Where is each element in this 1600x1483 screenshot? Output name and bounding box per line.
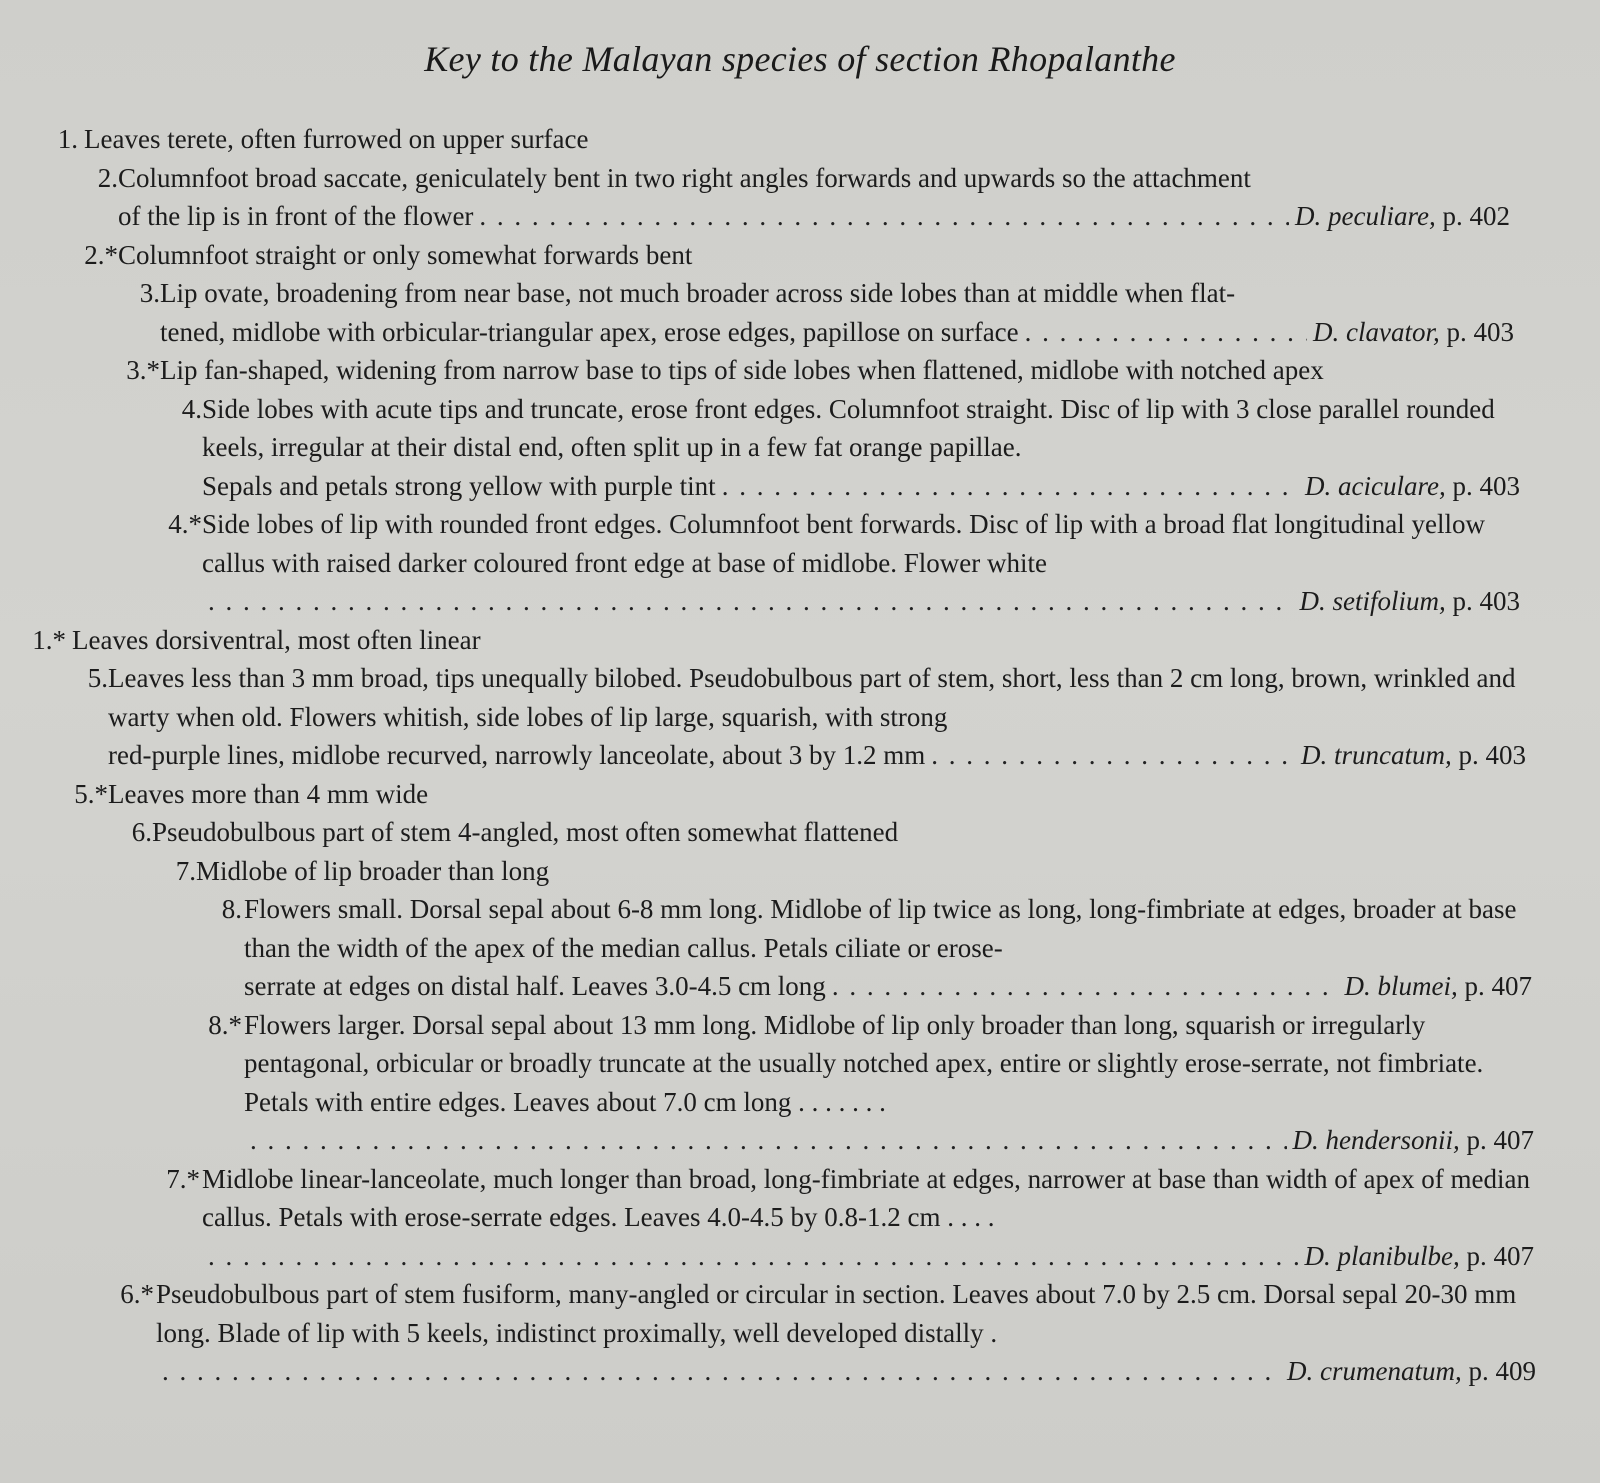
key-entry-6 bbox=[108, 813, 1528, 852]
key-leader-text: of the lip is in front of the flower bbox=[118, 201, 474, 231]
key-text: Columnfoot broad saccate, geniculately bent in two right angles forwards and upwards so the attachment bbox=[118, 162, 1251, 193]
key-leader-text: Sepals and petals strong yellow with purple tint bbox=[202, 470, 716, 501]
key-number: 4.* bbox=[168, 509, 202, 539]
key-entry-8-star bbox=[198, 1006, 1534, 1160]
key-number: 5. bbox=[87, 663, 108, 693]
key-entry-4-star bbox=[158, 505, 1520, 621]
page-reference: p. 407 bbox=[1464, 971, 1532, 1001]
page-reference: p. 403 bbox=[1446, 316, 1514, 347]
key-number: 2.* bbox=[84, 239, 118, 270]
key-leader-line bbox=[108, 736, 1526, 775]
page-reference: p. 403 bbox=[1452, 470, 1520, 501]
key-entry-3-star bbox=[116, 351, 1514, 390]
key-text: Midlobe of lip broader than long bbox=[196, 855, 550, 886]
key-number: 7. bbox=[175, 855, 196, 886]
key-entry-4 bbox=[158, 390, 1520, 506]
key-leader-line bbox=[156, 1352, 1536, 1391]
species-reference bbox=[1313, 313, 1514, 352]
key-text: Leaves dorsiventral, most often linear bbox=[72, 624, 481, 655]
key-entry-2-star bbox=[74, 236, 1510, 275]
key-number: 1. bbox=[57, 124, 78, 154]
key-leader-line bbox=[160, 313, 1514, 352]
key-number: 4. bbox=[181, 393, 202, 424]
key-text: Pseudobulbous part of stem 4-angled, most often somewhat flattened bbox=[152, 817, 899, 847]
key-text: Leaves more than 4 mm wide bbox=[108, 778, 429, 809]
dot-leader bbox=[832, 967, 1339, 1006]
species-name: D. setifolium, bbox=[1299, 586, 1446, 616]
page-reference: p. 402 bbox=[1442, 201, 1510, 231]
key-number: 5.* bbox=[74, 778, 108, 809]
key-entry-5 bbox=[64, 659, 1526, 775]
species-name: D. blumei, bbox=[1344, 971, 1458, 1001]
dot-leader bbox=[1025, 313, 1307, 352]
dot-leader bbox=[931, 736, 1295, 775]
key-number: 6.* bbox=[120, 1279, 154, 1309]
species-name: D. planibulbe, bbox=[1304, 1240, 1460, 1271]
key-text: Flowers small. Dorsal sepal about 6-8 mm long. Midlobe of lip twice as long, long-fimbriate at edges, broader at base than the width of the apex of the median callus. Petals ciliate or erose- bbox=[244, 894, 1517, 963]
key-number: 8.* bbox=[208, 1009, 242, 1040]
key-entry-1 bbox=[34, 120, 1514, 159]
page-reference: p. 409 bbox=[1468, 1356, 1536, 1386]
species-name: D. truncatum, bbox=[1301, 740, 1452, 770]
key-text: Leaves terete, often furrowed on upper surface bbox=[84, 124, 589, 154]
key-leader-text: tened, midlobe with orbicular-triangular apex, erose edges, papillose on surface bbox=[160, 316, 1019, 347]
page-reference: p. 407 bbox=[1466, 1240, 1534, 1271]
species-name: D. aciculare, bbox=[1305, 470, 1446, 501]
dot-leader bbox=[479, 197, 1289, 236]
key-leader-line bbox=[244, 1121, 1534, 1160]
key-leader-line bbox=[118, 197, 1510, 236]
species-name: D. peculiare, bbox=[1295, 201, 1436, 231]
key-text: Side lobes with acute tips and truncate, erose front edges. Columnfoot straight. Disc of lip with 3 close parallel rounded keels, irregular at their distal end, often split up in a few fat orange papillae. bbox=[202, 393, 1495, 462]
species-reference bbox=[1293, 1121, 1534, 1160]
key-entry-5-star bbox=[64, 775, 1526, 814]
key-leader-line bbox=[202, 582, 1520, 621]
key-number: 8. bbox=[221, 894, 242, 924]
species-reference bbox=[1301, 736, 1526, 775]
key-entry-1-star bbox=[22, 621, 1522, 660]
key-number: 3.* bbox=[126, 355, 160, 385]
species-reference bbox=[1287, 1352, 1536, 1391]
key-text: Leaves less than 3 mm broad, tips unequally bilobed. Pseudobulbous part of stem, short, less than 2 cm long, brown, wrinkled and warty when old. Flowers whitish, side lobes of lip large, squarish, with strong bbox=[108, 663, 1516, 732]
key-number: 6. bbox=[131, 817, 152, 847]
key-title: Key to the Malayan species of section Rhopalanthe bbox=[424, 39, 1176, 79]
key-entry-2 bbox=[74, 159, 1510, 236]
key-text: Midlobe linear-lanceolate, much longer than broad, long-fimbriate at edges, narrower at base than width of apex of median callus. Petals with erose-serrate edges. Leaves 4.0-4.5 by 0.8-1.2 cm . . . . bbox=[202, 1163, 1530, 1232]
species-reference bbox=[1300, 582, 1521, 621]
species-key bbox=[0, 118, 1600, 1391]
dot-leader bbox=[208, 1237, 1299, 1276]
key-entry-8 bbox=[198, 890, 1532, 1006]
dot-leader bbox=[722, 467, 1299, 506]
dot-leader bbox=[250, 1121, 1287, 1160]
key-entry-7-star bbox=[156, 1160, 1534, 1276]
key-number: 7.* bbox=[166, 1163, 200, 1194]
page-reference: p. 403 bbox=[1452, 586, 1520, 616]
key-text: Lip fan-shaped, widening from narrow base to tips of side lobes when flattened, midlobe with notched apex bbox=[160, 355, 1324, 385]
key-text: Lip ovate, broadening from near base, not much broader across side lobes than at middle when flat- bbox=[160, 278, 1236, 308]
dot-leader bbox=[208, 582, 1294, 621]
species-reference bbox=[1295, 197, 1510, 236]
page-reference: p. 407 bbox=[1466, 1125, 1534, 1155]
key-number: 3. bbox=[139, 278, 160, 308]
key-leader-text: serrate at edges on distal half. Leaves 3.0-4.5 cm long bbox=[244, 971, 826, 1001]
species-name: D. hendersonii, bbox=[1292, 1125, 1460, 1155]
page-reference: p. 403 bbox=[1458, 740, 1526, 770]
species-reference bbox=[1305, 467, 1520, 506]
key-leader-line bbox=[244, 967, 1532, 1006]
key-text: Flowers larger. Dorsal sepal about 13 mm long. Midlobe of lip only broader than long, squarish or irregularly pentagonal, orbicular or broadly truncate at the usually notched apex, entire or slightly erose-serrate, not fimbriate. Petals with entire edges. Leaves about 7.0 cm long . . . . . . . bbox=[244, 1009, 1484, 1117]
key-text: Pseudobulbous part of stem fusiform, many-angled or circular in section. Leaves about 7.0 by 2.5 cm. Dorsal sepal 20-30 mm long. Blade of lip with 5 keels, indistinct proximally, well developed distally . bbox=[156, 1279, 1517, 1348]
species-name: D. crumenatum, bbox=[1287, 1356, 1462, 1386]
key-text: Side lobes of lip with rounded front edges. Columnfoot bent forwards. Disc of lip with a broad flat longitudinal yellow callus with raised darker coloured front edge at base of midlobe. Flower white bbox=[202, 509, 1486, 578]
key-text: Columnfoot straight or only somewhat forwards bent bbox=[118, 239, 693, 270]
species-reference bbox=[1345, 967, 1532, 1006]
key-leader-line bbox=[202, 467, 1520, 506]
key-leader-line bbox=[202, 1237, 1534, 1276]
key-entry-7 bbox=[152, 852, 1528, 891]
key-number: 2. bbox=[97, 162, 118, 193]
dot-leader bbox=[162, 1352, 1281, 1391]
species-reference bbox=[1305, 1237, 1535, 1276]
species-name: D. clavator, bbox=[1313, 316, 1440, 347]
key-entry-6-star bbox=[110, 1275, 1536, 1391]
key-number: 1.* bbox=[32, 624, 66, 655]
key-entry-3 bbox=[116, 274, 1514, 351]
key-leader-text: red-purple lines, midlobe recurved, narrowly lanceolate, about 3 by 1.2 mm bbox=[108, 740, 926, 770]
